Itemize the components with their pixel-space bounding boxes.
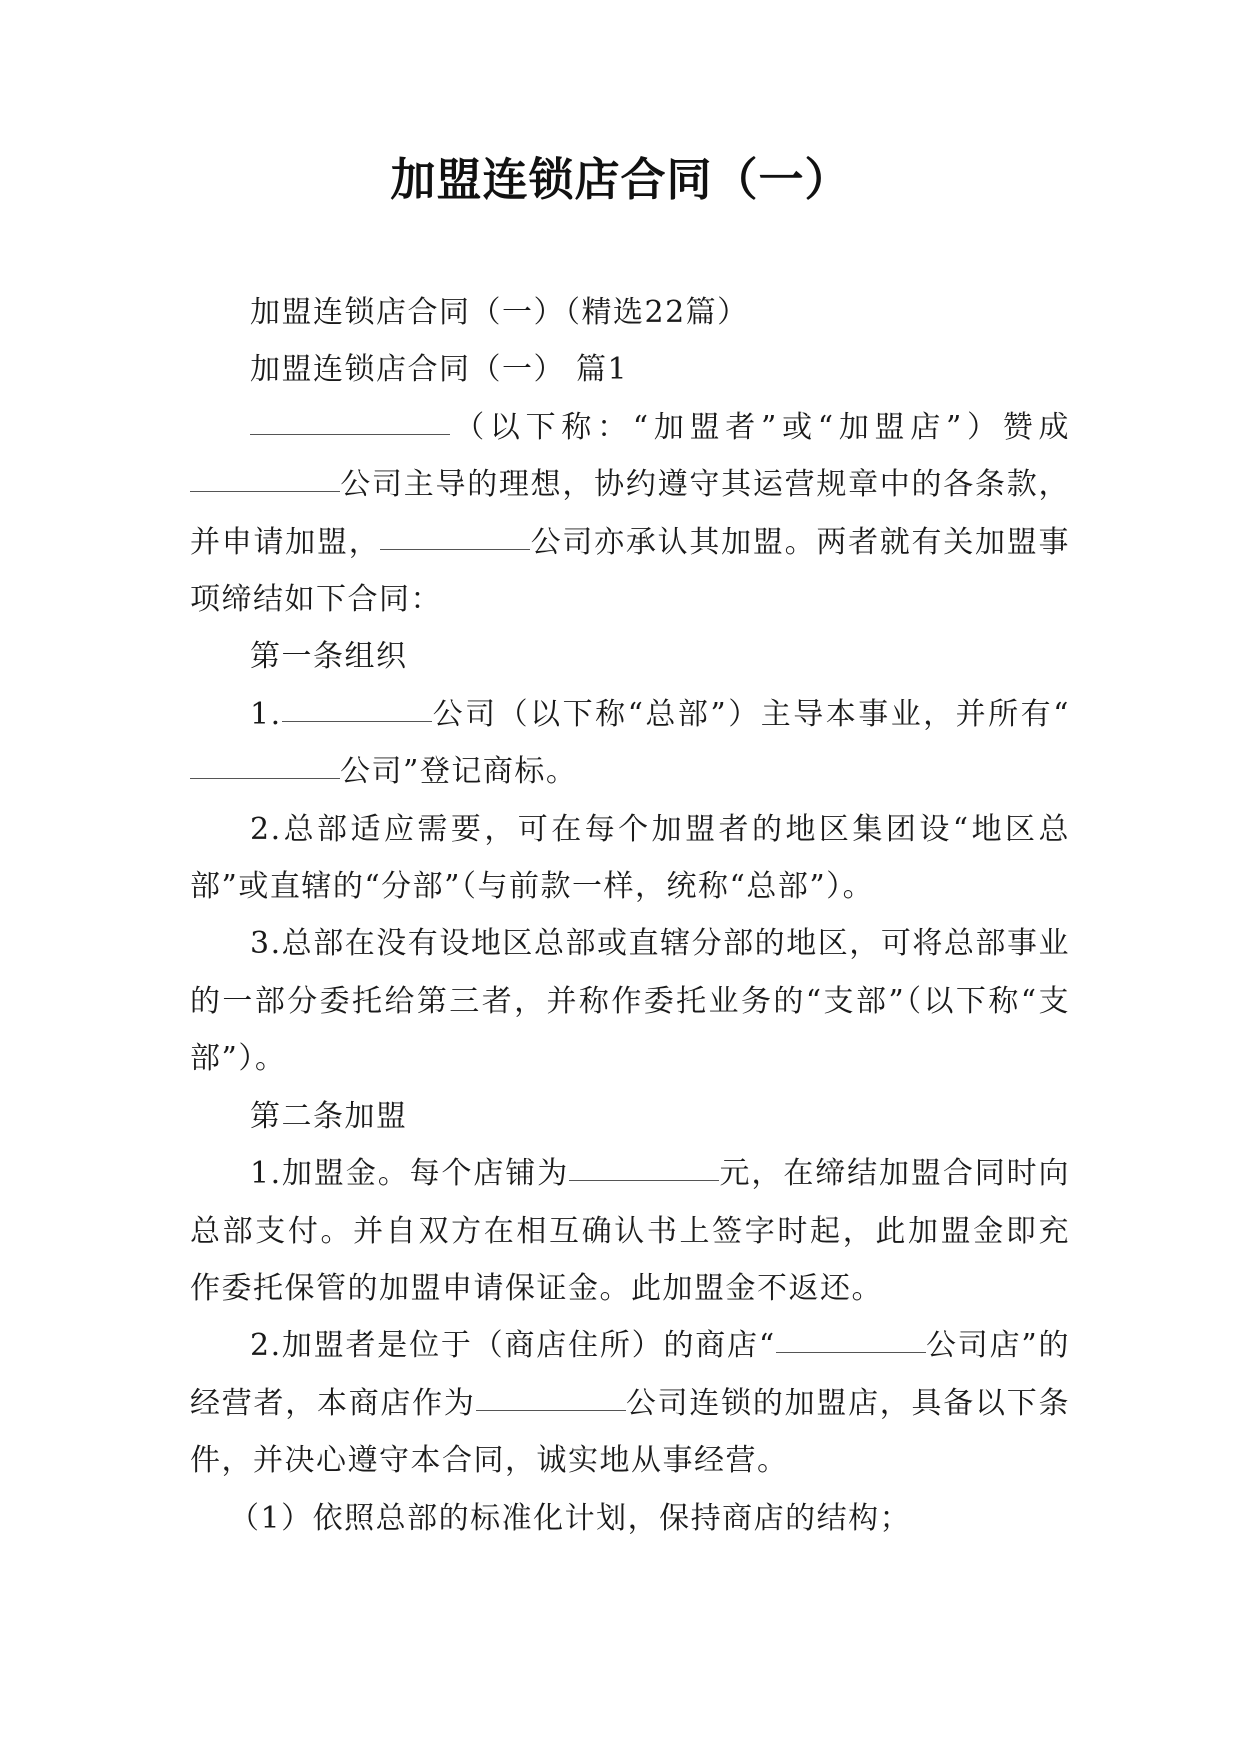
paragraph-item: （1）依照总部的标准化计划，保持商店的结构；	[229, 1500, 912, 1536]
paragraph-clause: 1. 公司（以下称“总部”）主导本事业，并所有“公司”登记商标。	[190, 686, 1070, 801]
document-body	[190, 284, 1070, 1547]
fill-blank	[250, 433, 450, 435]
fill-blank	[476, 1409, 626, 1411]
document-title: 加盟连锁店合同（一）	[390, 153, 851, 206]
fill-blank	[282, 720, 432, 722]
paragraph-clause: 2.加盟者是位于（商店住所）的商店“ 公司店”的经营者，本商店作为 公司连锁的加盟店，具备以下条件，并决心遵守本合同，诚实地从事经营。	[190, 1328, 1071, 1479]
paragraph-intro: （以下称：“加盟者”或“加盟店”）赞成公司主导的理想，协约遵守其运营规章中的各条款，并申请加盟， 公司亦承认其加盟。两者就有关加盟事项缔结如下合同：	[190, 409, 1071, 618]
fill-blank	[776, 1351, 926, 1353]
section-heading: 加盟连锁店合同（一） 篇1	[250, 352, 629, 388]
fill-blank	[190, 490, 340, 492]
fill-blank	[190, 777, 340, 779]
fill-blank	[380, 548, 530, 550]
paragraph-clause: 2.总部适应需要，可在每个加盟者的地区集团设“地区总部”或直辖的“分部”（与前款一样，统称“总部”）。	[190, 811, 1070, 905]
fill-blank	[569, 1179, 719, 1181]
paragraph-clause: 3.总部在没有设地区总部或直辖分部的地区，可将总部事业的一部分委托给第三者，并称作委托业务的“支部”（以下称“支部”）。	[190, 926, 1070, 1077]
article-heading: 第二条加盟	[250, 1098, 408, 1134]
subtitle-paragraph: 加盟连锁店合同（一）（精选22篇）	[250, 295, 749, 330]
paragraph-clause: 1.加盟金。每个店铺为 元，在缔结加盟合同时向总部支付。并自双方在相互确认书上签字时起，此加盟金即充作委托保管的加盟申请保证金。此加盟金不返还。	[190, 1156, 1071, 1306]
article-heading: 第一条组织	[250, 639, 408, 675]
